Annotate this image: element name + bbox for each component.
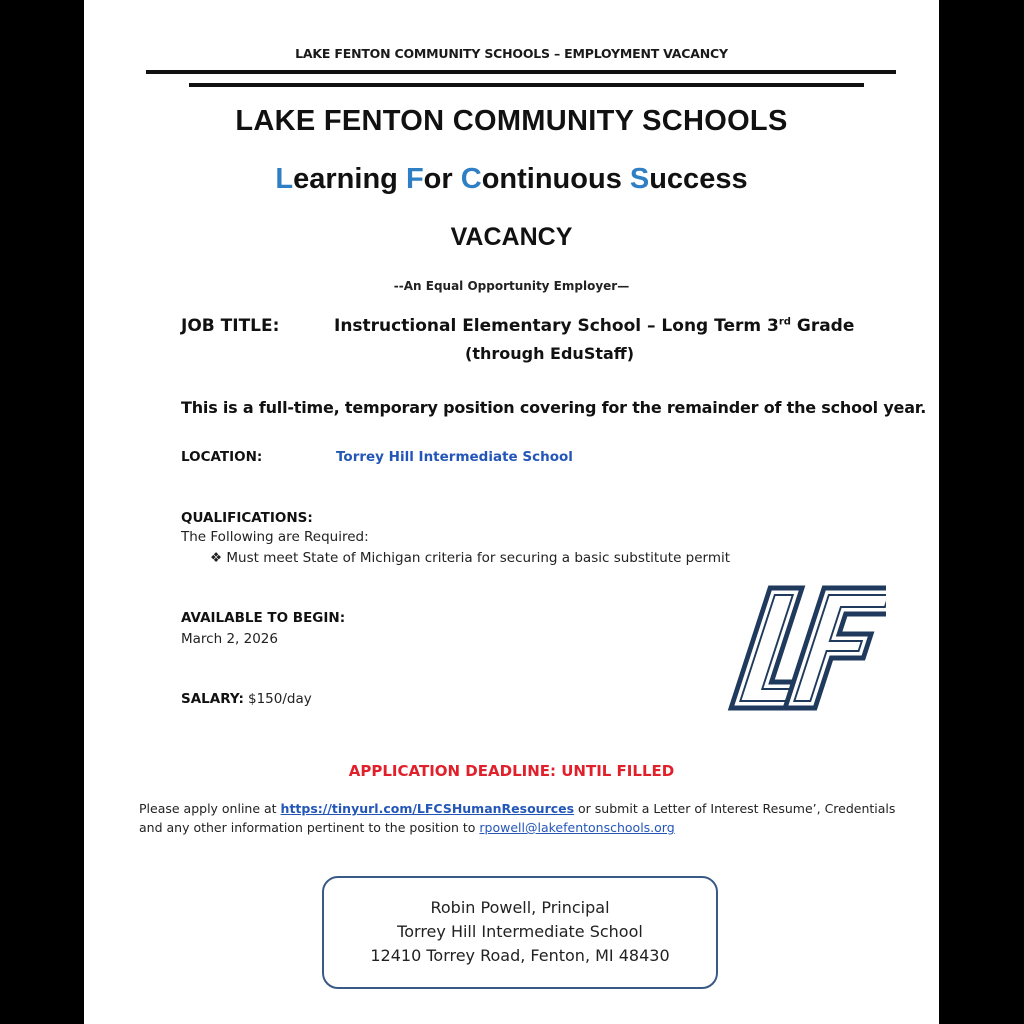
- lf-logo-icon: [724, 582, 886, 714]
- contact-name: Robin Powell, Principal: [430, 898, 610, 917]
- qualification-text: Must meet State of Michigan criteria for securing a basic substitute permit: [226, 550, 731, 566]
- apply-line-1: [139, 801, 895, 816]
- salary-label: SALARY:: [181, 691, 244, 707]
- location-label: LOCATION:: [181, 449, 263, 465]
- job-title-pre: Instructional Elementary School – Long Term 3: [334, 316, 779, 336]
- motto-cap-f: F: [405, 163, 424, 195]
- apply-email-link[interactable]: rpowell@lakefentonschools.org: [479, 820, 675, 835]
- job-title-post: Grade: [790, 316, 855, 336]
- available-label: AVAILABLE TO BEGIN:: [181, 610, 346, 626]
- job-title-value: [334, 316, 854, 336]
- header-rule-bottom: [189, 83, 864, 87]
- diamond-bullet-icon: ❖: [210, 550, 223, 566]
- motto-cap-c: C: [460, 163, 482, 195]
- job-description: This is a full-time, temporary position covering for the remainder of the school year.: [181, 398, 927, 417]
- org-name: LAKE FENTON COMMUNITY SCHOOLS: [235, 105, 788, 137]
- motto-rest-c: ontinuous: [481, 163, 630, 195]
- header-rule-top: [146, 70, 896, 74]
- location-value: Torrey Hill Intermediate School: [336, 449, 573, 465]
- contact-school: Torrey Hill Intermediate School: [397, 922, 643, 941]
- contact-address: 12410 Torrey Road, Fenton, MI 48430: [370, 946, 670, 965]
- apply-line-2-pre: and any other information pertinent to the position to: [139, 820, 480, 835]
- motto-rest-s: uccess: [649, 163, 748, 195]
- qualifications-label: QUALIFICATIONS:: [181, 510, 313, 526]
- job-title-sup: rd: [778, 316, 791, 328]
- page-header: LAKE FENTON COMMUNITY SCHOOLS – EMPLOYMENT VACANCY: [295, 46, 728, 61]
- qualification-item: [210, 550, 730, 566]
- apply-line-2: [139, 820, 675, 835]
- motto: [84, 163, 939, 196]
- available-value: March 2, 2026: [181, 631, 278, 647]
- apply-line-1-pre: Please apply online at: [139, 801, 281, 816]
- motto-rest-f: or: [423, 163, 461, 195]
- vacancy-title: VACANCY: [450, 223, 573, 251]
- salary-value: $150/day: [248, 691, 312, 707]
- motto-cap-l: L: [275, 163, 294, 195]
- eoe-statement: --An Equal Opportunity Employer—: [393, 279, 630, 293]
- document-page: [84, 0, 939, 1024]
- apply-url-link[interactable]: https://tinyurl.com/LFCSHumanResources: [280, 801, 575, 816]
- apply-line-1-post: or submit a Letter of Interest Resume’, Credentials: [574, 801, 896, 816]
- motto-rest-l: earning: [293, 163, 406, 195]
- job-title-label: JOB TITLE:: [181, 316, 280, 336]
- job-title-sub: (through EduStaff): [465, 344, 635, 363]
- motto-cap-s: S: [629, 163, 650, 195]
- qualifications-sub: The Following are Required:: [181, 529, 369, 545]
- application-deadline: APPLICATION DEADLINE: UNTIL FILLED: [348, 762, 675, 780]
